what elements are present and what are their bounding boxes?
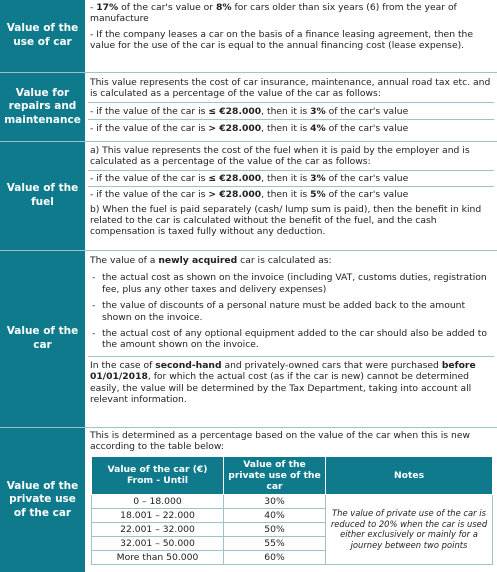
cell-range: More than 50.000 <box>92 550 224 564</box>
header-private-use: Value of the private use of the car <box>224 456 326 494</box>
fuel-rate-2: - if the value of the car is > €28.000, then it is 5% of the car's value <box>88 186 494 200</box>
table-row <box>92 494 493 508</box>
car-cost-list <box>88 272 494 350</box>
header-car-value: Value of the car (€) From - Until <box>92 456 224 494</box>
repairs-intro: This value represents the cost of car insurance, maintenance, annual road tax etc. and is calculated as a percentage of the value of the car as follows: <box>90 77 491 100</box>
label-fuel: Value of the fuel <box>0 142 86 250</box>
cell-rate: 60% <box>224 550 326 564</box>
content-use-of-car <box>88 0 494 72</box>
use-leasing-line: - If the company leases a car on the basis of a finance leasing agreement, then the value for the use of the car is equal to the annual financing cost (lease expense). <box>90 28 474 52</box>
cell-note: The value of private use of the car is reduced to 20% when the car is used either exclusively or mainly for a journey between two points <box>326 494 493 564</box>
car-second-hand: In the case of second-hand and privately-owned cars that were purchased before 01/01/2018, for which the actual cost (as if the car is new) cannot be determined easily, the value will be determined by the Tax Department, taking into account all relevant information. <box>88 356 494 406</box>
label-value-of-car: Value of the car <box>0 251 86 427</box>
header-notes: Notes <box>326 456 493 494</box>
car-new-intro: The value of a newly acquired car is calculated as: <box>90 255 332 266</box>
fuel-intro: a) This value represents the cost of the fuel when it is paid by the employer and is calculated as a percentage of the value of the car as follows: <box>90 145 470 168</box>
repairs-rate-2: - if the value of the car is > €28.000, then it is 4% of the car's value <box>88 119 494 134</box>
use-rate-line: - 17% of the car's value or 8% for cars older than six years (6) from the year of manufacture <box>90 2 457 25</box>
cell-range: 18.001 – 22.000 <box>92 508 224 522</box>
row-fuel <box>0 142 497 251</box>
list-item: - the value of discounts of a personal nature must be added back to the amount shown on the invoice. <box>88 300 494 323</box>
content-repairs <box>88 73 494 141</box>
row-private-use <box>0 428 497 572</box>
cell-range: 32.001 – 50.000 <box>92 536 224 550</box>
fuel-cash-note: b) When the fuel is paid separately (cash/ lump sum is paid), then the benefit in kind related to the car is calculated without the benefit of the fuel, and the cash compensation is taxed fully without any deduction. <box>90 203 482 238</box>
cell-rate: 30% <box>224 494 326 508</box>
label-use-of-car: Value of the use of car <box>0 0 86 72</box>
cell-rate: 55% <box>224 536 326 550</box>
cell-rate: 50% <box>224 522 326 536</box>
private-use-rate-table <box>91 456 493 565</box>
table-header-row <box>92 456 493 494</box>
private-intro: This is determined as a percentage based on the value of the car when this is new according to the table below: <box>90 430 471 453</box>
content-private-use <box>88 428 494 572</box>
label-private-use: Value of the private use of the car <box>0 428 86 572</box>
content-fuel <box>88 142 494 250</box>
row-value-of-car <box>0 251 497 428</box>
fuel-rate-1: - if the value of the car is ≤ €28.000, then it is 3% of the car's value <box>88 170 494 184</box>
row-use-of-car <box>0 0 497 73</box>
content-value-of-car <box>88 251 494 427</box>
cell-rate: 40% <box>224 508 326 522</box>
list-item: - the actual cost of any optional equipment added to the car should also be added to the amount shown on the invoice. <box>88 328 494 351</box>
repairs-rate-1: - if the value of the car is ≤ €28.000, then it is 3% of the car's value <box>88 102 494 117</box>
list-item: - the actual cost as shown on the invoice (including VAT, customs duties, registration fee, plus any other taxes and delivery expenses) <box>88 272 494 295</box>
row-repairs <box>0 73 497 142</box>
label-repairs: Value for repairs and maintenance <box>0 73 86 141</box>
cell-range: 22.001 – 32.000 <box>92 522 224 536</box>
cell-range: 0 – 18.000 <box>92 494 224 508</box>
